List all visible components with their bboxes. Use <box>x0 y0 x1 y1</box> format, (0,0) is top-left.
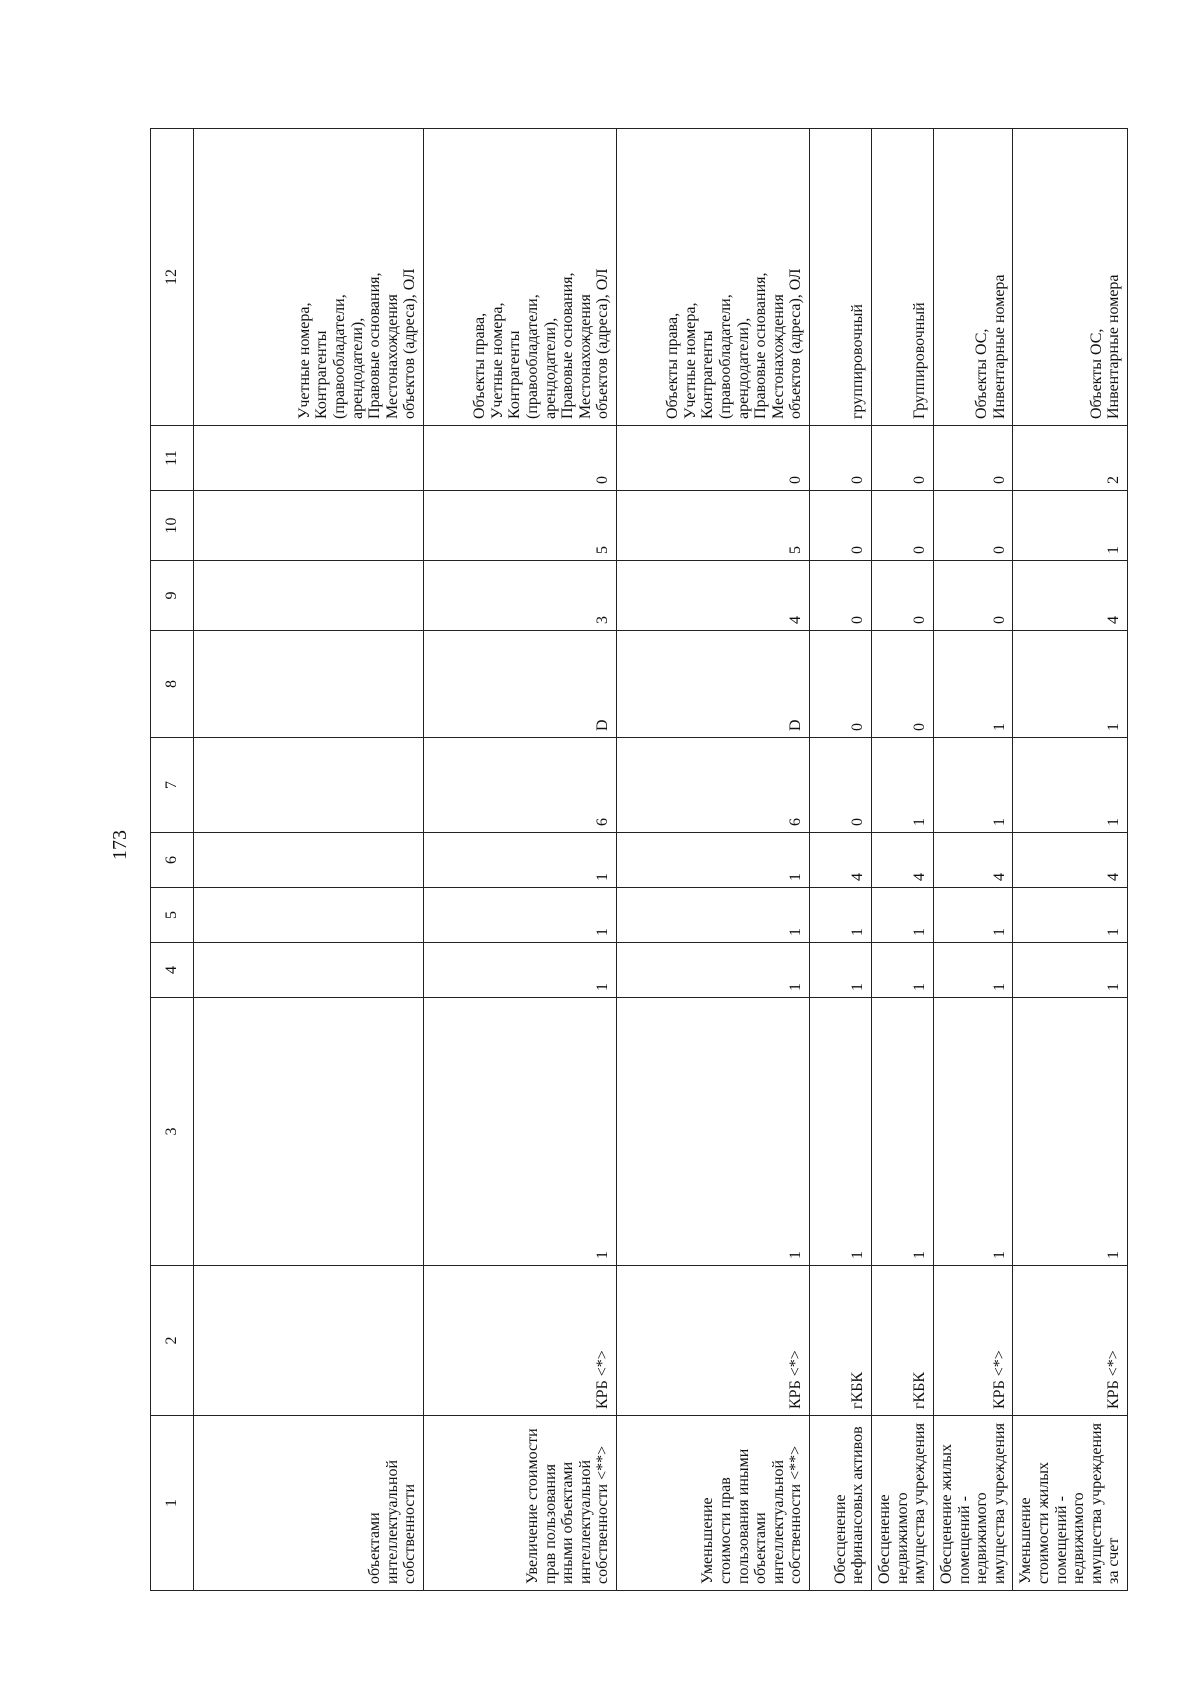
row-5-col-11: 0 <box>872 426 934 491</box>
col-header-11: 11 <box>151 426 194 491</box>
col-header-6: 6 <box>151 833 194 888</box>
row-6-col-7: 1 <box>934 738 1013 833</box>
row-4-col-10: 0 <box>810 491 872 561</box>
row-1-col-10 <box>194 491 424 561</box>
row-4-col-11: 0 <box>810 426 872 491</box>
row-3-col-10: 5 <box>617 491 810 561</box>
row-5-col-10: 0 <box>872 491 934 561</box>
row-3-col-11: 0 <box>617 426 810 491</box>
col-header-7: 7 <box>151 738 194 833</box>
row-7-col-3: 1 <box>1013 998 1128 1266</box>
row-5-col-8: 0 <box>872 631 934 738</box>
col-header-4: 4 <box>151 943 194 998</box>
col-header-8: 8 <box>151 631 194 738</box>
col-header-1: 1 <box>151 1416 194 1591</box>
row-4-col-3: 1 <box>810 998 872 1266</box>
row-1-col-12: Учетные номера, Контрагенты (правообладатели, арендодатели), Правовые основания, Местонахождения объектов (адреса), ОЛ <box>194 129 424 426</box>
row-3-col-1: Уменьшение стоимости прав пользования иными объектами интеллектуальной собственности <**> <box>617 1416 810 1591</box>
row-7-col-9: 4 <box>1013 561 1128 631</box>
table-row <box>934 129 1013 1591</box>
row-6-col-10: 0 <box>934 491 1013 561</box>
row-1-col-1: объектами интеллектуальной собственности <box>194 1416 424 1591</box>
rotated-table-wrapper <box>150 129 1123 1591</box>
row-4-col-12: группировочный <box>810 129 872 426</box>
row-2-col-9: 3 <box>424 561 617 631</box>
row-4-col-4: 1 <box>810 943 872 998</box>
row-7-col-2: КРБ <*> <box>1013 1266 1128 1416</box>
row-7-col-6: 4 <box>1013 833 1128 888</box>
row-6-col-2: КРБ <*> <box>934 1266 1013 1416</box>
row-2-col-6: 1 <box>424 833 617 888</box>
row-6-col-11: 0 <box>934 426 1013 491</box>
row-5-col-12: Группировочный <box>872 129 934 426</box>
row-4-col-1: Обесценение нефинансовых активов <box>810 1416 872 1591</box>
col-header-5: 5 <box>151 888 194 943</box>
row-2-col-3: 1 <box>424 998 617 1266</box>
row-6-col-12: Объекты ОС, Инвентарные номера <box>934 129 1013 426</box>
row-4-col-7: 0 <box>810 738 872 833</box>
row-1-col-7 <box>194 738 424 833</box>
row-7-col-7: 1 <box>1013 738 1128 833</box>
row-3-col-6: 1 <box>617 833 810 888</box>
row-1-col-9 <box>194 561 424 631</box>
row-6-col-6: 4 <box>934 833 1013 888</box>
row-1-col-6 <box>194 833 424 888</box>
row-3-col-2: КРБ <*> <box>617 1266 810 1416</box>
row-2-col-12: Объекты права, Учетные номера, Контрагенты (правообладатели, арендодатели), Правовые основания, Местонахождения объектов (адреса), ОЛ <box>424 129 617 426</box>
page-number: 173 <box>109 830 131 860</box>
row-3-col-4: 1 <box>617 943 810 998</box>
row-5-col-5: 1 <box>872 888 934 943</box>
table-row <box>810 129 872 1591</box>
table-row <box>424 129 617 1591</box>
col-header-2: 2 <box>151 1266 194 1416</box>
row-3-col-3: 1 <box>617 998 810 1266</box>
row-5-col-1: Обесценение недвижимого имущества учреждения <box>872 1416 934 1591</box>
row-5-col-6: 4 <box>872 833 934 888</box>
row-2-col-11: 0 <box>424 426 617 491</box>
row-6-col-3: 1 <box>934 998 1013 1266</box>
row-4-col-2: гКБК <box>810 1266 872 1416</box>
row-3-col-8: D <box>617 631 810 738</box>
row-4-col-6: 4 <box>810 833 872 888</box>
row-5-col-9: 0 <box>872 561 934 631</box>
row-3-col-9: 4 <box>617 561 810 631</box>
row-3-col-7: 6 <box>617 738 810 833</box>
row-2-col-1: Увеличение стоимости прав пользования иными объектами интеллектуальной собственности <**> <box>424 1416 617 1591</box>
row-6-col-4: 1 <box>934 943 1013 998</box>
row-1-col-4 <box>194 943 424 998</box>
row-1-col-11 <box>194 426 424 491</box>
row-6-col-8: 1 <box>934 631 1013 738</box>
row-7-col-1: Уменьшение стоимости жилых помещений - недвижимого имущества учреждения за счет <box>1013 1416 1128 1591</box>
row-1-col-3 <box>194 998 424 1266</box>
row-2-col-8: D <box>424 631 617 738</box>
row-6-col-1: Обесценение жилых помещений - недвижимого имущества учреждения <box>934 1416 1013 1591</box>
col-header-12: 12 <box>151 129 194 426</box>
row-7-col-5: 1 <box>1013 888 1128 943</box>
row-3-col-5: 1 <box>617 888 810 943</box>
row-1-col-5 <box>194 888 424 943</box>
col-header-9: 9 <box>151 561 194 631</box>
row-1-col-2 <box>194 1266 424 1416</box>
row-2-col-10: 5 <box>424 491 617 561</box>
col-header-3: 3 <box>151 998 194 1266</box>
row-4-col-5: 1 <box>810 888 872 943</box>
table-row <box>194 129 424 1591</box>
row-2-col-4: 1 <box>424 943 617 998</box>
row-5-col-3: 1 <box>872 998 934 1266</box>
row-5-col-2: гКБК <box>872 1266 934 1416</box>
row-2-col-5: 1 <box>424 888 617 943</box>
accounts-table <box>150 128 1128 1591</box>
row-1-col-8 <box>194 631 424 738</box>
row-7-col-4: 1 <box>1013 943 1128 998</box>
table-row <box>872 129 934 1591</box>
row-2-col-7: 6 <box>424 738 617 833</box>
row-7-col-10: 1 <box>1013 491 1128 561</box>
row-4-col-8: 0 <box>810 631 872 738</box>
row-7-col-11: 2 <box>1013 426 1128 491</box>
table-row <box>617 129 810 1591</box>
col-header-10: 10 <box>151 491 194 561</box>
row-3-col-12: Объекты права, Учетные номера, Контрагенты (правообладатели, арендодатели), Правовые основания, Местонахождения объектов (адреса), ОЛ <box>617 129 810 426</box>
header-row <box>151 129 194 1591</box>
row-2-col-2: КРБ <*> <box>424 1266 617 1416</box>
row-5-col-7: 1 <box>872 738 934 833</box>
table-row <box>1013 129 1128 1591</box>
row-6-col-9: 0 <box>934 561 1013 631</box>
row-6-col-5: 1 <box>934 888 1013 943</box>
row-7-col-12: Объекты ОС, Инвентарные номера <box>1013 129 1128 426</box>
row-4-col-9: 0 <box>810 561 872 631</box>
row-5-col-4: 1 <box>872 943 934 998</box>
row-7-col-8: 1 <box>1013 631 1128 738</box>
